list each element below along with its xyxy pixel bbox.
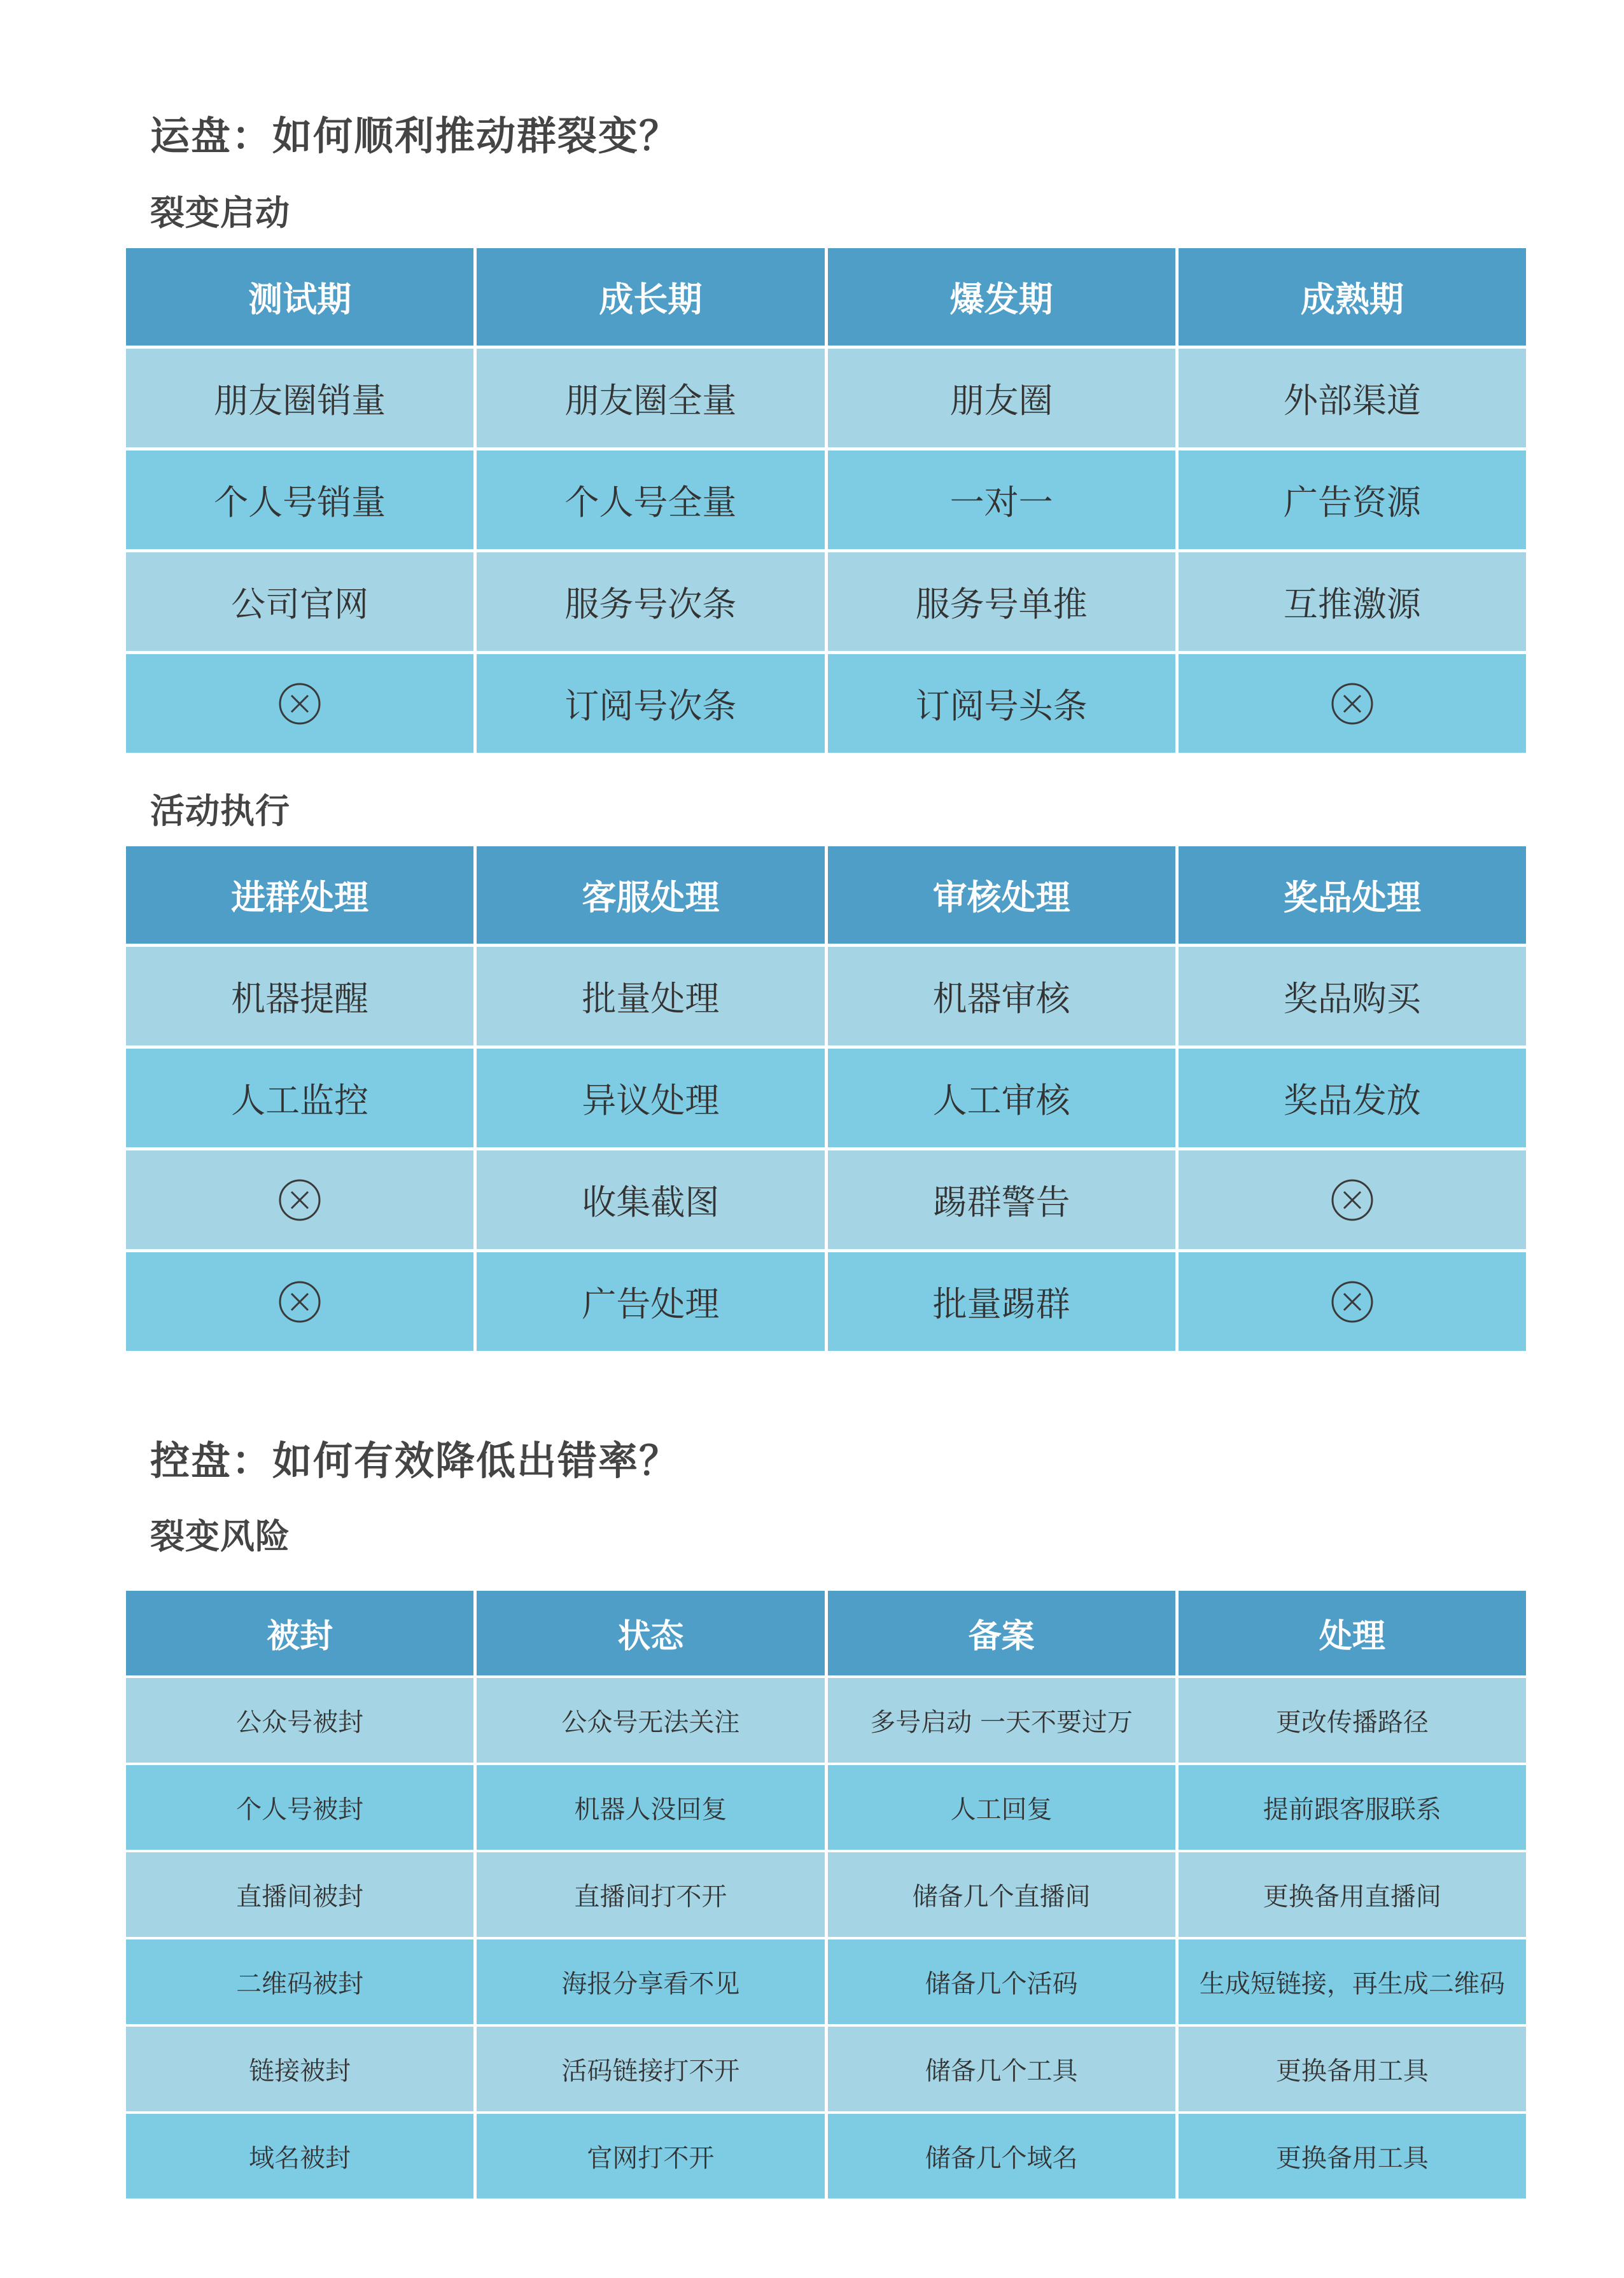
circle-x-icon xyxy=(1330,681,1375,726)
subtitle-fission-risk: 裂变风险 xyxy=(150,1516,290,1556)
table-cell: 人工监控 xyxy=(126,1049,473,1147)
table-cell: 海报分享看不见 xyxy=(477,1939,824,2024)
table-cell: 链接被封 xyxy=(126,2027,473,2111)
table-cell: 服务号单推 xyxy=(828,552,1175,651)
table-cell-empty xyxy=(1179,654,1526,753)
table-header-cell: 爆发期 xyxy=(828,248,1175,346)
table-cell: 公众号无法关注 xyxy=(477,1678,824,1763)
table-cell: 个人号全量 xyxy=(477,451,824,549)
subtitle-activity-execution: 活动执行 xyxy=(150,791,290,831)
table-cell: 活码链接打不开 xyxy=(477,2027,824,2111)
table-cell: 奖品购买 xyxy=(1179,947,1526,1045)
table-header-cell: 处理 xyxy=(1179,1591,1526,1675)
table-cell: 订阅号头条 xyxy=(828,654,1175,753)
table-cell: 更改传播路径 xyxy=(1179,1678,1526,1763)
table-cell-empty xyxy=(1179,1150,1526,1249)
table-cell: 一对一 xyxy=(828,451,1175,549)
table-cell: 朋友圈 xyxy=(828,349,1175,447)
table-header-cell: 成长期 xyxy=(477,248,824,346)
table-header-cell: 状态 xyxy=(477,1591,824,1675)
table-cell: 订阅号次条 xyxy=(477,654,824,753)
table-cell: 域名被封 xyxy=(126,2114,473,2198)
table-cell: 人工回复 xyxy=(828,1765,1175,1850)
table-header-cell: 备案 xyxy=(828,1591,1175,1675)
table-cell: 人工审核 xyxy=(828,1049,1175,1147)
table-cell: 储备几个工具 xyxy=(828,2027,1175,2111)
table-cell: 收集截图 xyxy=(477,1150,824,1249)
table-fission-launch xyxy=(126,248,1526,753)
table-cell: 生成短链接，再生成二维码 xyxy=(1179,1939,1526,2024)
table-cell: 广告资源 xyxy=(1179,451,1526,549)
table-cell: 互推激源 xyxy=(1179,552,1526,651)
table-cell: 二维码被封 xyxy=(126,1939,473,2024)
circle-x-icon xyxy=(1330,1280,1375,1324)
circle-x-icon xyxy=(277,1178,322,1222)
table-cell: 直播间打不开 xyxy=(477,1852,824,1937)
table-header-cell: 客服处理 xyxy=(477,846,824,944)
table-cell: 朋友圈销量 xyxy=(126,349,473,447)
table-cell: 批量处理 xyxy=(477,947,824,1045)
table-header-cell: 奖品处理 xyxy=(1179,846,1526,944)
table-cell-empty xyxy=(1179,1252,1526,1351)
table-cell: 机器审核 xyxy=(828,947,1175,1045)
circle-x-icon xyxy=(277,1280,322,1324)
table-activity-execution xyxy=(126,846,1526,1351)
circle-x-icon xyxy=(1330,1178,1375,1222)
table-cell: 机器提醒 xyxy=(126,947,473,1045)
table-cell-empty xyxy=(126,1252,473,1351)
table-header-cell: 测试期 xyxy=(126,248,473,346)
table-cell: 更换备用工具 xyxy=(1179,2114,1526,2198)
section-title-control: 控盘：如何有效降低出错率？ xyxy=(150,1437,680,1484)
table-cell: 个人号被封 xyxy=(126,1765,473,1850)
table-header-cell: 审核处理 xyxy=(828,846,1175,944)
table-header-cell: 被封 xyxy=(126,1591,473,1675)
table-cell: 奖品发放 xyxy=(1179,1049,1526,1147)
section-title-operation: 运盘：如何顺利推动群裂变？ xyxy=(150,113,680,159)
table-cell: 直播间被封 xyxy=(126,1852,473,1937)
table-cell: 官网打不开 xyxy=(477,2114,824,2198)
table-cell: 个人号销量 xyxy=(126,451,473,549)
table-cell: 朋友圈全量 xyxy=(477,349,824,447)
table-fission-risk xyxy=(126,1591,1526,2198)
table-cell: 提前跟客服联系 xyxy=(1179,1765,1526,1850)
circle-x-icon xyxy=(277,681,322,726)
table-cell: 异议处理 xyxy=(477,1049,824,1147)
table-cell: 服务号次条 xyxy=(477,552,824,651)
table-cell-empty xyxy=(126,1150,473,1249)
table-cell: 更换备用工具 xyxy=(1179,2027,1526,2111)
table-cell: 储备几个直播间 xyxy=(828,1852,1175,1937)
table-cell: 多号启动 一天不要过万 xyxy=(828,1678,1175,1763)
table-cell: 批量踢群 xyxy=(828,1252,1175,1351)
table-cell: 机器人没回复 xyxy=(477,1765,824,1850)
table-cell: 储备几个活码 xyxy=(828,1939,1175,2024)
table-cell: 广告处理 xyxy=(477,1252,824,1351)
table-cell: 公众号被封 xyxy=(126,1678,473,1763)
table-cell: 更换备用直播间 xyxy=(1179,1852,1526,1937)
table-header-cell: 成熟期 xyxy=(1179,248,1526,346)
subtitle-fission-launch: 裂变启动 xyxy=(150,193,290,233)
table-header-cell: 进群处理 xyxy=(126,846,473,944)
table-cell: 踢群警告 xyxy=(828,1150,1175,1249)
table-cell: 外部渠道 xyxy=(1179,349,1526,447)
table-cell: 储备几个域名 xyxy=(828,2114,1175,2198)
table-cell: 公司官网 xyxy=(126,552,473,651)
table-cell-empty xyxy=(126,654,473,753)
